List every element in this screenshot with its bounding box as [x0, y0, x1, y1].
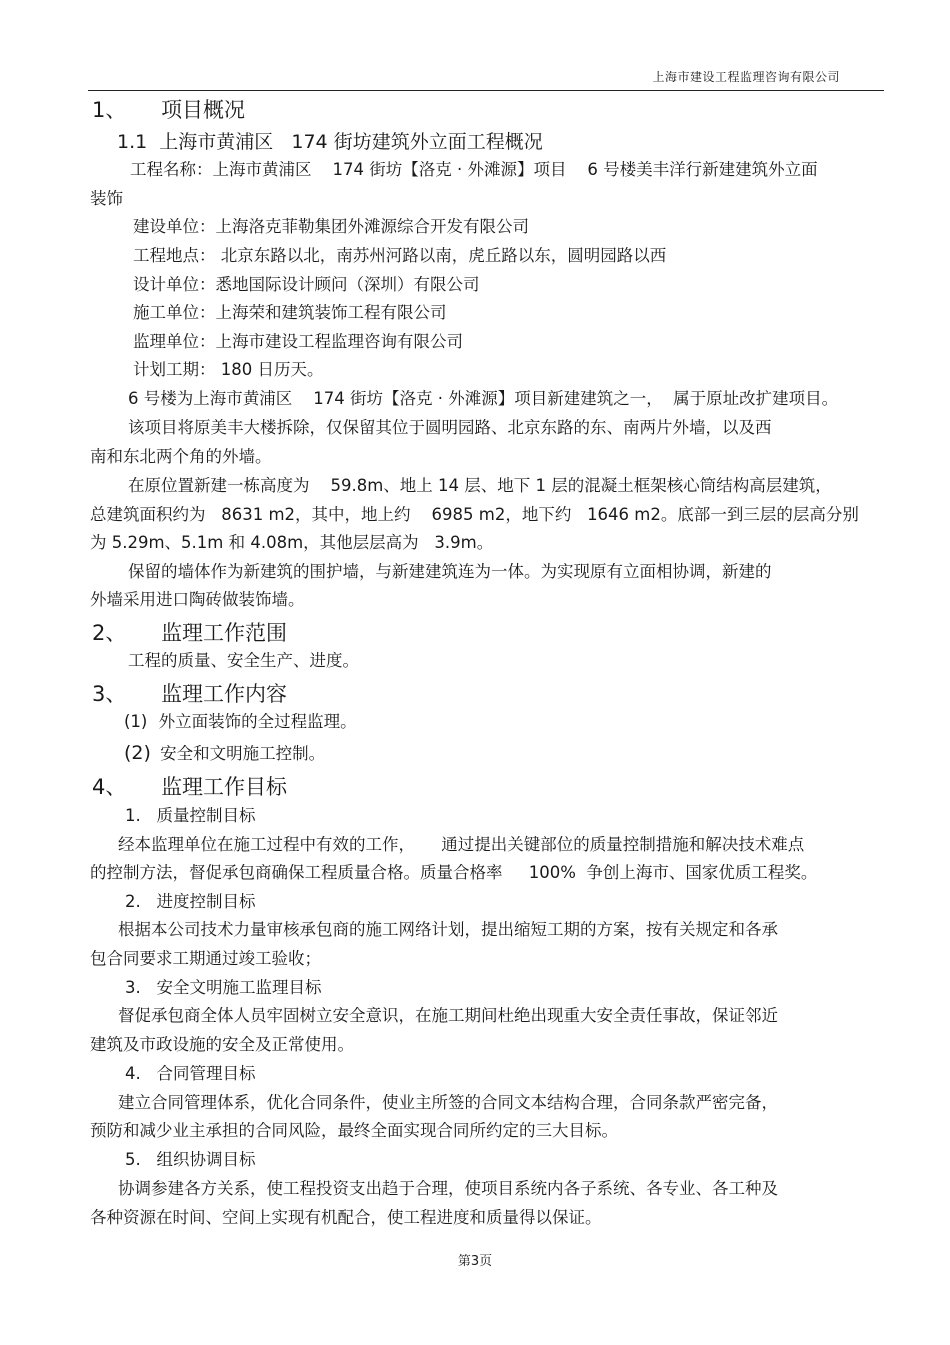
overview-para-3-cont-2: 为 5.29m、5.1m 和 4.08m，其他层层高为 3.9m。 — [90, 533, 494, 552]
header-divider — [88, 90, 884, 91]
overview-para-3-cont-1: 总建筑面积约为 8631 m2，其中，地上约 6985 m2，地下约 1646 m2。底部一到三层的层高分别 — [90, 505, 859, 524]
goal-1-line-2: 的控制方法，督促承包商确保工程质量合格。质量合格率 100% 争创上海市、国家优质工程奖。 — [90, 863, 818, 882]
section-4-number: 4、 — [92, 775, 127, 799]
section-3-title: 监理工作内容 — [161, 682, 288, 706]
contractor-line: 施工单位：上海荣和建筑装饰工程有限公司 — [133, 303, 447, 322]
goal-4-line-2: 预防和减少业主承担的合同风险，最终全面实现合同所约定的三大目标。 — [90, 1121, 618, 1140]
goal-3-heading: 3. 安全文明施工监理目标 — [125, 978, 322, 997]
goal-3-line-1: 督促承包商全体人员牢固树立安全意识，在施工期间杜绝出现重大安全责任事故，保证邻近 — [118, 1006, 778, 1025]
supervisor-line: 监理单位：上海市建设工程监理咨询有限公司 — [133, 332, 463, 351]
section-4-heading — [92, 774, 287, 800]
section-2-number: 2、 — [92, 621, 127, 645]
goal-5-line-1: 协调参建各方关系，使工程投资支出趋于合理，使项目系统内各子系统、各专业、各工种及 — [118, 1179, 778, 1198]
goal-2-line-2: 包合同要求工期通过竣工验收； — [90, 949, 321, 968]
content-item-1-number: (1) — [124, 712, 148, 731]
scope-text: 工程的质量、安全生产、进度。 — [128, 651, 359, 670]
content-item-1-text: 外立面装饰的全过程监理。 — [158, 712, 357, 731]
subsection-1-1-heading — [117, 130, 543, 154]
section-2-title: 监理工作范围 — [161, 621, 288, 645]
designer-line: 设计单位：悉地国际设计顾问（深圳）有限公司 — [133, 275, 480, 294]
section-3-number: 3、 — [92, 682, 127, 706]
content-item-2-number: (2) — [124, 742, 151, 764]
subsection-1-1-title: 上海市黄浦区 174 街坊建筑外立面工程概况 — [159, 131, 543, 153]
goal-3-line-2: 建筑及市政设施的安全及正常使用。 — [90, 1035, 354, 1054]
section-3-heading — [92, 681, 287, 707]
section-4-title: 监理工作目标 — [161, 775, 288, 799]
overview-para-2: 该项目将原美丰大楼拆除，仅保留其位于圆明园路、北京东路的东、南两片外墙，以及西 — [128, 418, 772, 437]
subsection-1-1-number: 1.1 — [117, 131, 148, 153]
goal-5-heading: 5. 组织协调目标 — [125, 1150, 256, 1169]
goal-5-line-2: 各种资源在时间、空间上实现有机配合，使工程进度和质量得以保证。 — [90, 1208, 602, 1227]
duration-line: 计划工期： 180 日历天。 — [133, 360, 324, 379]
client-line: 建设单位：上海洛克菲勒集团外滩源综合开发有限公司 — [133, 217, 529, 236]
goal-2-line-1: 根据本公司技术力量审核承包商的施工网络计划，提出缩短工期的方案，按有关规定和各承 — [118, 920, 778, 939]
goal-1-heading: 1. 质量控制目标 — [125, 806, 256, 825]
overview-para-1: 6 号楼为上海市黄浦区 174 街坊【洛克 · 外滩源】项目新建建筑之一， 属于原址改扩建项目。 — [128, 389, 839, 408]
section-1-number: 1、 — [92, 98, 127, 122]
goal-4-line-1: 建立合同管理体系，优化合同条件，使业主所签的合同文本结构合理，合同条款严密完备， — [118, 1093, 778, 1112]
goal-4-heading: 4. 合同管理目标 — [125, 1064, 256, 1083]
overview-para-3: 在原位置新建一栋高度为 59.8m、地上 14 层、地下 1 层的混凝土框架核心筒结构高层建筑， — [128, 476, 832, 495]
overview-para-4-cont: 外墙采用进口陶砖做装饰墙。 — [90, 590, 305, 609]
project-name-line: 工程名称：上海市黄浦区 174 街坊【洛克 · 外滩源】项目 6 号楼美丰洋行新建建筑外立面 — [130, 160, 818, 179]
overview-para-2-cont: 南和东北两个角的外墙。 — [90, 447, 272, 466]
section-1-title: 项目概况 — [161, 98, 246, 122]
content-item-2 — [124, 743, 325, 764]
content-item-1 — [124, 712, 357, 732]
goal-1-line-1: 经本监理单位在施工过程中有效的工作， 通过提出关键部位的质量控制措施和解决技术难点 — [118, 835, 805, 854]
project-name-line-cont: 装饰 — [90, 189, 123, 208]
section-1-heading — [92, 97, 245, 123]
overview-para-4: 保留的墙体作为新建筑的围护墙，与新建建筑连为一体。为实现原有立面相协调，新建的 — [128, 562, 772, 581]
goal-2-heading: 2. 进度控制目标 — [125, 892, 256, 911]
content-item-2-text: 安全和文明施工控制。 — [160, 744, 326, 763]
location-line: 工程地点： 北京东路以北，南苏州河路以南，虎丘路以东，圆明园路以西 — [133, 246, 667, 265]
page-number: 第3页 — [457, 1254, 493, 1269]
section-2-heading — [92, 620, 287, 646]
header-company: 上海市建设工程监理咨询有限公司 — [652, 70, 840, 84]
